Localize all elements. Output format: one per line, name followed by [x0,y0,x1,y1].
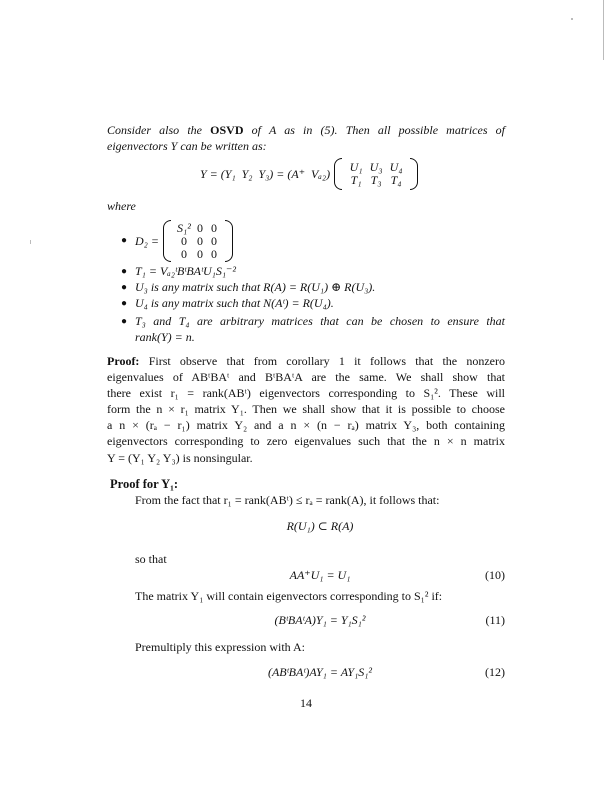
y-equation [200,158,418,190]
proof-line-5: a n × (rₐ − r₁) matrix Y₂ and a n × (n − rₐ) matrix Y₃, both containing [107,418,505,432]
bullet-t3-t4: T₃ and T₄ are arbitrary matrices that can be chosen to ensure that [135,314,505,328]
matrix-cell: S₁² [177,220,191,235]
bullet-icon: ● [121,316,128,327]
bullet-icon: ● [121,282,128,293]
where-label: where [107,199,136,213]
d2-matrix [171,222,225,261]
bullet-u3: U₃ is any matrix such that R(A) = R(U₁) ⊕ R(U₃). [135,280,376,294]
proof-line-7: Y = (Y₁ Y₂ Y₃) is nonsingular. [107,451,253,465]
scan-edge-mark [603,0,604,60]
equation-body: (BᵗBAᵗA)Y₁ = Y₁S₁² [274,613,366,627]
equation-number: (11) [485,613,505,627]
equation-number: (10) [485,568,505,582]
from-fact-text: From the fact that r₁ = rank(ABᵗ) ≤ rₐ = rank(A), it follows that: [135,493,440,507]
d2-equation [135,220,233,262]
proof-y1-heading: Proof for Y₁: [110,477,179,491]
equation-12 [135,665,505,679]
matrix-cell: 0 [210,246,217,261]
proof-text: First observe that from corollary 1 it follows that the nonzero [148,354,506,368]
matrix-cell: 0 [196,246,203,261]
bullet-icon: ● [121,266,128,277]
matrix-cell: U₄ [389,160,403,174]
proof-line-1 [107,354,505,368]
intro-text: Consider also the [107,123,211,137]
y-equation-lhs: Y = (Y₁ Y₂ Y₃) = (A⁺ Vₐ₂) [200,166,331,181]
equation-10 [135,568,505,582]
right-paren [410,158,418,190]
y-block-matrix [342,161,410,187]
matrix-y1-text: The matrix Y₁ will contain eigenvectors corresponding to S₁² if: [135,589,443,603]
d2-lhs: D₂ = [135,233,159,248]
proof-line-2: eigenvalues of ABᵗBAᵗ and BᵗBAᵗA are the same. We shall show that [107,370,505,384]
subset-equation: R(U₁) ⊂ R(A) [286,519,354,533]
bullet-t1: T₁ = Vₐ₂ᵗBᵗBAᵗU₁S₁⁻² [135,264,236,278]
matrix-cell: U₁ [349,160,363,174]
bullet-t3-t4-cont: rank(Y) = n. [135,330,195,344]
proof-label: Proof: [107,354,140,368]
matrix-cell: 0 [210,220,217,235]
equation-number: (12) [485,665,505,679]
premultiply-text: Premultiply this expression with A: [135,640,305,654]
matrix-cell: T₁ [350,173,362,187]
intro-line-2: eigenvectors Y can be written as: [107,139,267,153]
osvd-term: OSVD [210,123,244,137]
left-paren [334,158,342,190]
equation-body: AA⁺U₁ = U₁ [289,568,351,582]
intro-text: of A as in (5). Then all possible matrices of [243,123,505,137]
matrix-cell: 0 [196,220,203,235]
matrix-cell: 0 [180,246,187,261]
intro-line-1 [107,123,505,137]
matrix-cell: T₄ [390,173,402,187]
bullet-icon: ● [121,298,128,309]
matrix-cell: 0 [180,233,187,248]
proof-line-3: there exist r₁ = rank(ABᵗ) eigenvectors corresponding to S₁². These will [107,386,505,400]
equation-11 [135,613,505,627]
proof-line-6: eigenvectors corresponding to zero eigenvalues such that the n × n matrix [107,434,505,448]
matrix-cell: 0 [210,233,217,248]
matrix-cell: 0 [196,233,203,248]
left-paren [163,220,171,262]
matrix-cell: T₃ [370,173,382,187]
bullet-icon: ● [121,235,128,246]
equation-body: (ABᵗBAᵗ)AY₁ = AY₁S₁² [267,665,373,679]
scan-speck [571,18,573,20]
bullet-u4: U₄ is any matrix such that N(Aᵗ) = R(U₄). [135,296,334,310]
proof-line-4: form the n × r₁ matrix Y₁. Then we shall show that it is possible to choose [107,402,505,416]
page-number: 14 [300,696,312,710]
scan-speck [30,240,31,244]
right-paren [225,220,233,262]
matrix-cell: U₃ [369,160,383,174]
so-that-text: so that [135,552,167,566]
